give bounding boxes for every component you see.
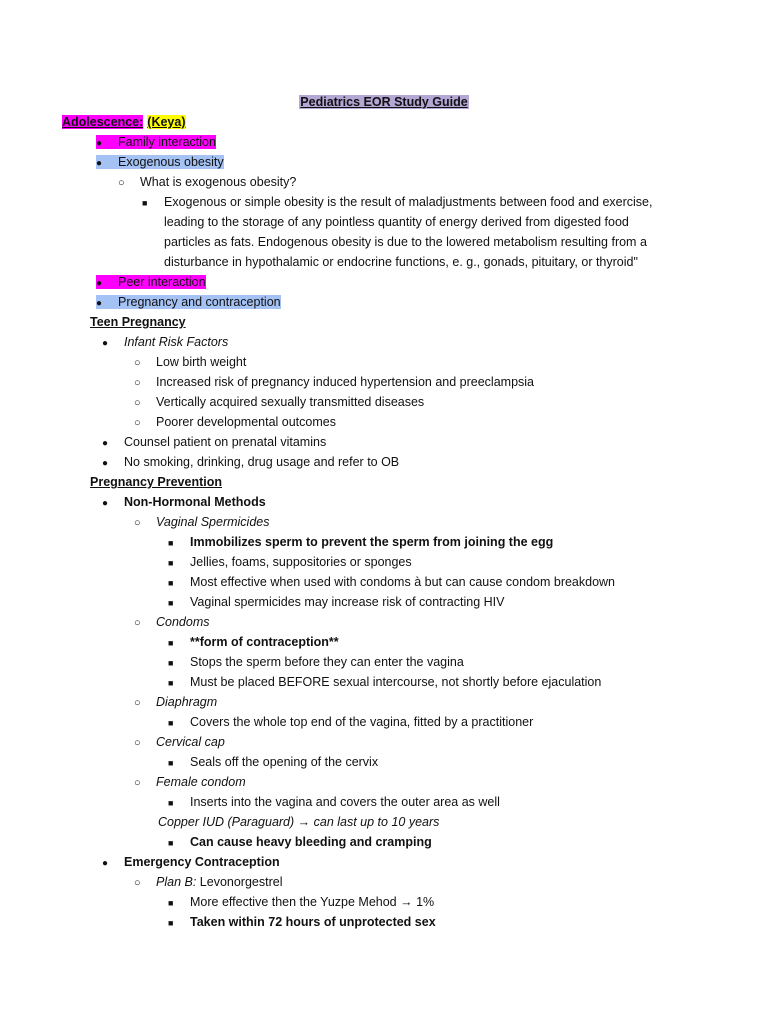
list-item: ○Increased risk of pregnancy induced hypertension and preeclampsia (134, 372, 534, 392)
list-item-non-hormonal: ●Non-Hormonal Methods (102, 492, 266, 512)
circle-bullet-icon (134, 352, 156, 373)
list-item-peer-interaction: ●Peer interaction (96, 272, 206, 292)
bullet-icon (96, 272, 118, 294)
obesity-answer-paragraph: Exogenous or simple obesity is the result of maladjustments between food and exercise, leading to the storage of any pointless quantity of energy derived from digested food particles as fats. Endogenous obesity is due to the lowered metabolism resulting from a disturbance in hypothalamic or endocrine functions, e. g., gonads, pituitary, or thyroid" (164, 195, 653, 269)
square-bullet-icon (168, 792, 190, 813)
list-item: ■Stops the sperm before they can enter the vagina (168, 652, 464, 672)
circle-bullet-icon (134, 732, 156, 753)
circle-bullet-icon (134, 372, 156, 393)
list-item: ■More effective then the Yuzpe Mehod → 1% (168, 892, 434, 912)
circle-bullet-icon (134, 412, 156, 433)
list-item: ■Seals off the opening of the cervix (168, 752, 378, 772)
square-bullet-icon (168, 652, 190, 673)
list-item: ■Inserts into the vagina and covers the outer area as well (168, 792, 500, 812)
square-bullet-icon (168, 572, 190, 593)
list-item: ○Low birth weight (134, 352, 246, 372)
list-item: ■Immobilizes sperm to prevent the sperm from joining the egg (168, 532, 553, 552)
list-item-counsel: ●Counsel patient on prenatal vitamins (102, 432, 326, 452)
list-item: ■Most effective when used with condoms à but can cause condom breakdown (168, 572, 615, 592)
bullet-icon (102, 852, 124, 874)
list-item-obesity-question: ○What is exogenous obesity? (118, 172, 296, 192)
list-item-plan-b: ○Plan B: Levonorgestrel (134, 872, 282, 892)
list-item-no-smoking: ●No smoking, drinking, drug usage and refer to OB (102, 452, 399, 472)
square-bullet-icon (168, 912, 190, 933)
square-bullet-icon (168, 672, 190, 693)
square-bullet-icon (168, 532, 190, 553)
list-item-pregnancy-contraception: ●Pregnancy and contraception (96, 292, 281, 312)
list-item: ■**form of contraception** (168, 632, 339, 652)
section-pregnancy-prevention-heading: Pregnancy Prevention (90, 475, 222, 489)
circle-bullet-icon (134, 872, 156, 893)
list-item-emergency-contraception: ●Emergency Contraception (102, 852, 280, 872)
square-bullet-icon (168, 712, 190, 733)
square-bullet-icon (168, 752, 190, 773)
list-item-copper-iud: Copper IUD (Paraguard) → can last up to 10 years (158, 815, 440, 829)
bullet-icon (96, 132, 118, 154)
bullet-icon (96, 152, 118, 174)
list-item: ■Jellies, foams, suppositories or sponges (168, 552, 412, 572)
circle-bullet-icon (134, 512, 156, 533)
square-bullet-icon (168, 832, 190, 853)
circle-bullet-icon (118, 172, 140, 193)
bullet-icon (102, 492, 124, 514)
list-item: ■Vaginal spermicides may increase risk of contracting HIV (168, 592, 504, 612)
square-bullet-icon (168, 892, 190, 913)
list-item: ○Vertically acquired sexually transmitted diseases (134, 392, 424, 412)
bullet-icon (96, 292, 118, 314)
bullet-icon (102, 452, 124, 474)
square-bullet-icon (168, 632, 190, 653)
list-item-diaphragm: ○Diaphragm (134, 692, 217, 712)
list-item-family-interaction: ●Family interaction (96, 132, 216, 152)
circle-bullet-icon (134, 392, 156, 413)
list-item-vaginal-spermicides: ○Vaginal Spermicides (134, 512, 269, 532)
square-bullet-icon (142, 192, 164, 212)
section-teen-pregnancy-heading: Teen Pregnancy (90, 315, 186, 329)
list-item: ○Poorer developmental outcomes (134, 412, 336, 432)
bullet-icon (102, 332, 124, 354)
square-bullet-icon (168, 552, 190, 573)
section-adolescence-heading: Adolescence: (Keya) (62, 115, 186, 129)
list-item: ■Must be placed BEFORE sexual intercourse, not shortly before ejaculation (168, 672, 601, 692)
circle-bullet-icon (134, 612, 156, 633)
list-item-condoms: ○Condoms (134, 612, 210, 632)
list-item-infant-risk: ●Infant Risk Factors (102, 332, 228, 352)
list-item-exogenous-obesity: ●Exogenous obesity (96, 152, 224, 172)
bullet-icon (102, 432, 124, 454)
circle-bullet-icon (134, 692, 156, 713)
list-item: ■Taken within 72 hours of unprotected sex (168, 912, 436, 932)
list-item-cervical-cap: ○Cervical cap (134, 732, 225, 752)
list-item-female-condom: ○Female condom (134, 772, 246, 792)
square-bullet-icon (168, 592, 190, 613)
list-item: ■Covers the whole top end of the vagina, fitted by a practitioner (168, 712, 533, 732)
page-title: Pediatrics EOR Study Guide (300, 95, 468, 109)
circle-bullet-icon (134, 772, 156, 793)
list-item: ■Can cause heavy bleeding and cramping (168, 832, 432, 852)
